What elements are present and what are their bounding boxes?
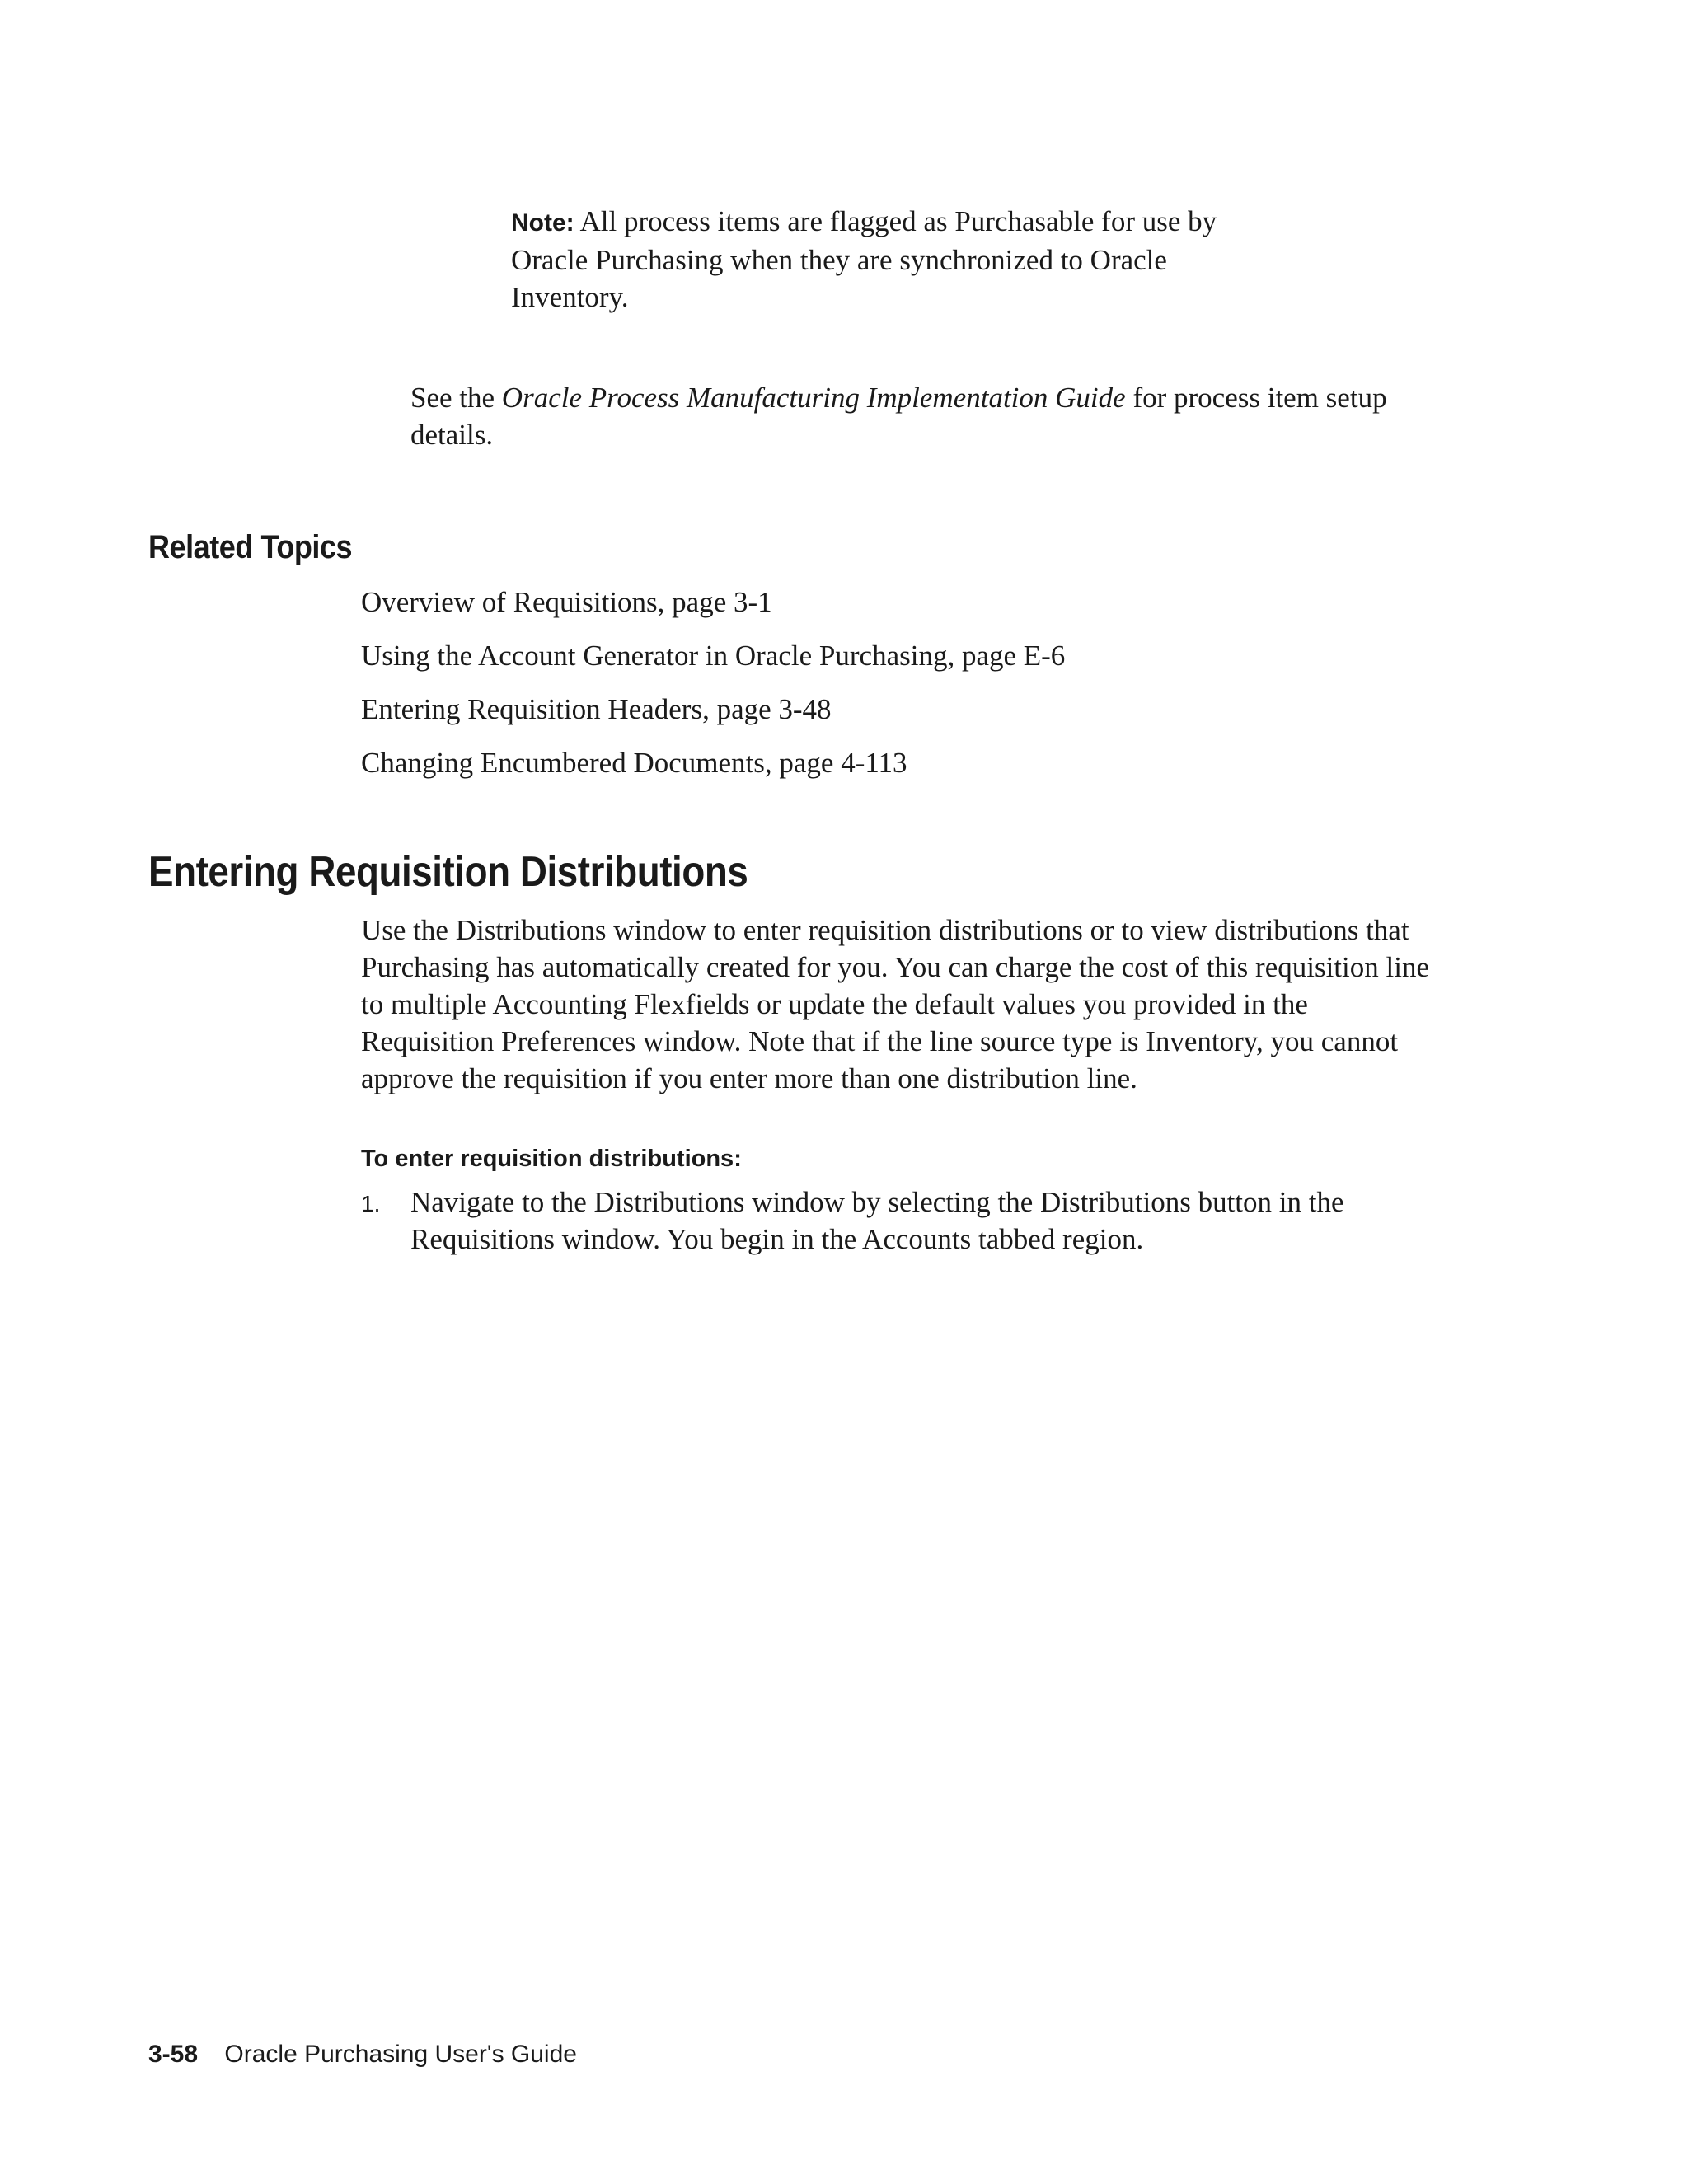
see-also-book-title: Oracle Process Manufacturing Implementation Guide [501,382,1126,414]
note-label: Note: [511,209,574,237]
step-text: Navigate to the Distributions window by selecting the Distributions button in the Requisitions window. You begin in the Accounts tabbed region. [410,1186,1344,1255]
related-topic-link[interactable]: Using the Account Generator in Oracle Purchasing, page E-6 [361,640,1066,672]
footer-book-title: Oracle Purchasing User's Guide [224,2041,577,2068]
see-also-prefix: See the [410,382,495,414]
procedure-heading: To enter requisition distributions: [361,1146,742,1172]
note-block [511,203,1269,316]
see-also-suffix: for process item setup details. [410,382,1387,451]
related-topic-link[interactable]: Entering Requisition Headers, page 3-48 [361,693,832,725]
section-body: Use the Distributions window to enter requisition distributions or to view distributions that Purchasing has automatically created for you. You can charge the cost of this requisition line to multiple Accounting Flexfields or update the default values you provided in the Requisition Preferences window. Note that if the line source type is Inventory, you cannot approve the requisition if you enter more than one distribution line. [361,914,1429,1094]
see-also-paragraph [410,379,1441,453]
footer-page-number: 3-58 [148,2041,199,2068]
page-footer [148,2041,577,2069]
procedure-step [361,1183,1432,1258]
related-topic-link[interactable]: Changing Encumbered Documents, page 4-113 [361,747,907,779]
step-number: 1. [361,1191,381,1216]
related-topics-heading: Related Topics [148,529,353,565]
related-topics-list [361,583,1065,798]
section-title: Entering Requisition Distributions [148,848,748,896]
note-text: All process items are flagged as Purchasable for use by Oracle Purchasing when they are synchronized to Oracle Inventory. [511,205,1217,313]
related-topic-link[interactable]: Overview of Requisitions, page 3-1 [361,586,772,618]
